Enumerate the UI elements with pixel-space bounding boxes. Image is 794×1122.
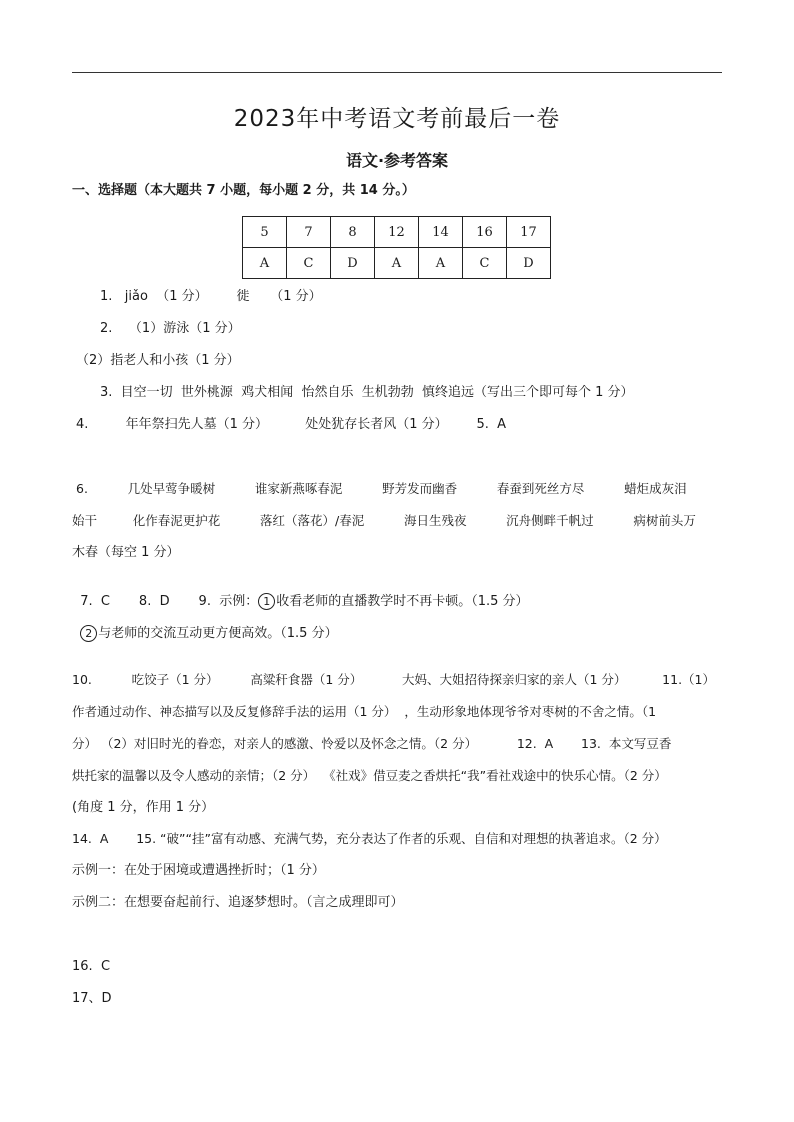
answer-7-9-prefix: 7. C 8. D 9. 示例： <box>80 594 259 609</box>
answer-16: 16. C <box>72 959 111 974</box>
answer-6-line1: 6. 几处早莺争暖树 谁家新燕啄春泥 野芳发而幽香 春蚕到死丝方尽 蜡炬成灰泪 <box>76 481 687 496</box>
table-cell: 12 <box>375 217 419 248</box>
answer-7-9 <box>72 575 529 611</box>
answer-10-line4: 烘托家的温馨以及令人感动的亲情；（2 分） 《社戏》借豆麦之香烘托“我”看社戏途中的快乐心情。（2 分） <box>72 768 667 783</box>
answer-table <box>242 216 551 279</box>
answer-9-example1: 收看老师的直播教学时不再卡顿。（1.5 分） <box>276 594 529 609</box>
answer-10-line5: (角度 1 分，作用 1 分） <box>72 800 215 815</box>
answer-9-line2 <box>72 607 338 643</box>
circled-number-2: 2 <box>80 625 97 642</box>
answer-10-line2: 作者通过动作、神态描写以及反复修辞手法的运用（1 分） ，生动形象地体现爷爷对枣树的不舍之情。（1 <box>72 704 657 719</box>
answer-1: 1. jiǎo （1 分） 徙 （1 分） <box>100 289 322 304</box>
table-cell: A <box>419 248 463 279</box>
table-cell: A <box>375 248 419 279</box>
answer-row <box>243 248 551 279</box>
top-rule <box>72 72 722 73</box>
answer-4-5: 4. 年年祭扫先人墓（1 分） 处处犹存长者风（1 分） 5. A <box>76 417 507 432</box>
answer-10-line1: 10. 吃饺子（1 分） 高粱秆食器（1 分） 大妈、大姐招待探亲归家的亲人（1 分） 11.（1） <box>72 672 716 687</box>
answer-6-line2: 始干 化作春泥更护花 落红（落花）/春泥 海日生残夜 沉舟侧畔千帆过 病树前头万 <box>72 513 696 528</box>
table-cell: 7 <box>287 217 331 248</box>
table-cell: A <box>243 248 287 279</box>
answer-17: 17、D <box>72 991 112 1006</box>
table-cell: 16 <box>463 217 507 248</box>
answer-9-example2: 与老师的交流互动更方便高效。（1.5 分） <box>98 626 338 641</box>
table-cell: C <box>287 248 331 279</box>
page-subtitle: 语文·参考答案 <box>345 151 449 170</box>
section-heading: 一、选择题（本大题共 7 小题，每小题 2 分，共 14 分。） <box>72 183 415 198</box>
answer-14-15: 14. A 15. “破”“挂”富有动感、充满气势，充分表达了作者的乐观、自信和对理想的执著追求。（2 分） <box>72 831 667 846</box>
table-cell: 17 <box>507 217 551 248</box>
question-number-row <box>243 217 551 248</box>
table-cell: C <box>463 248 507 279</box>
table-cell: D <box>331 248 375 279</box>
example-1: 示例一：在处于困境或遭遇挫折时；（1 分） <box>72 863 325 878</box>
table-cell: 8 <box>331 217 375 248</box>
answer-3: 3. 目空一切 世外桃源 鸡犬相闻 怡然自乐 生机勃勃 慎终追远（写出三个即可每个 1 分） <box>100 385 634 400</box>
circled-number-1: 1 <box>258 593 275 610</box>
table-cell: 14 <box>419 217 463 248</box>
answer-6-line3: 木春（每空 1 分） <box>72 545 180 560</box>
table-cell: D <box>507 248 551 279</box>
table-cell: 5 <box>243 217 287 248</box>
answer-2-part2: （2）指老人和小孩（1 分） <box>76 353 240 368</box>
answer-10-line3: 分） （2）对旧时光的眷恋，对亲人的感激、怜爱以及怀念之情。（2 分） 12. A 13. 本文写豆香 <box>72 736 672 751</box>
example-2: 示例二：在想要奋起前行、追逐梦想时。（言之成理即可） <box>72 895 404 910</box>
answer-2: 2. （1）游泳（1 分） <box>100 321 241 336</box>
page-title: 2023年中考语文考前最后一卷 <box>233 106 561 132</box>
